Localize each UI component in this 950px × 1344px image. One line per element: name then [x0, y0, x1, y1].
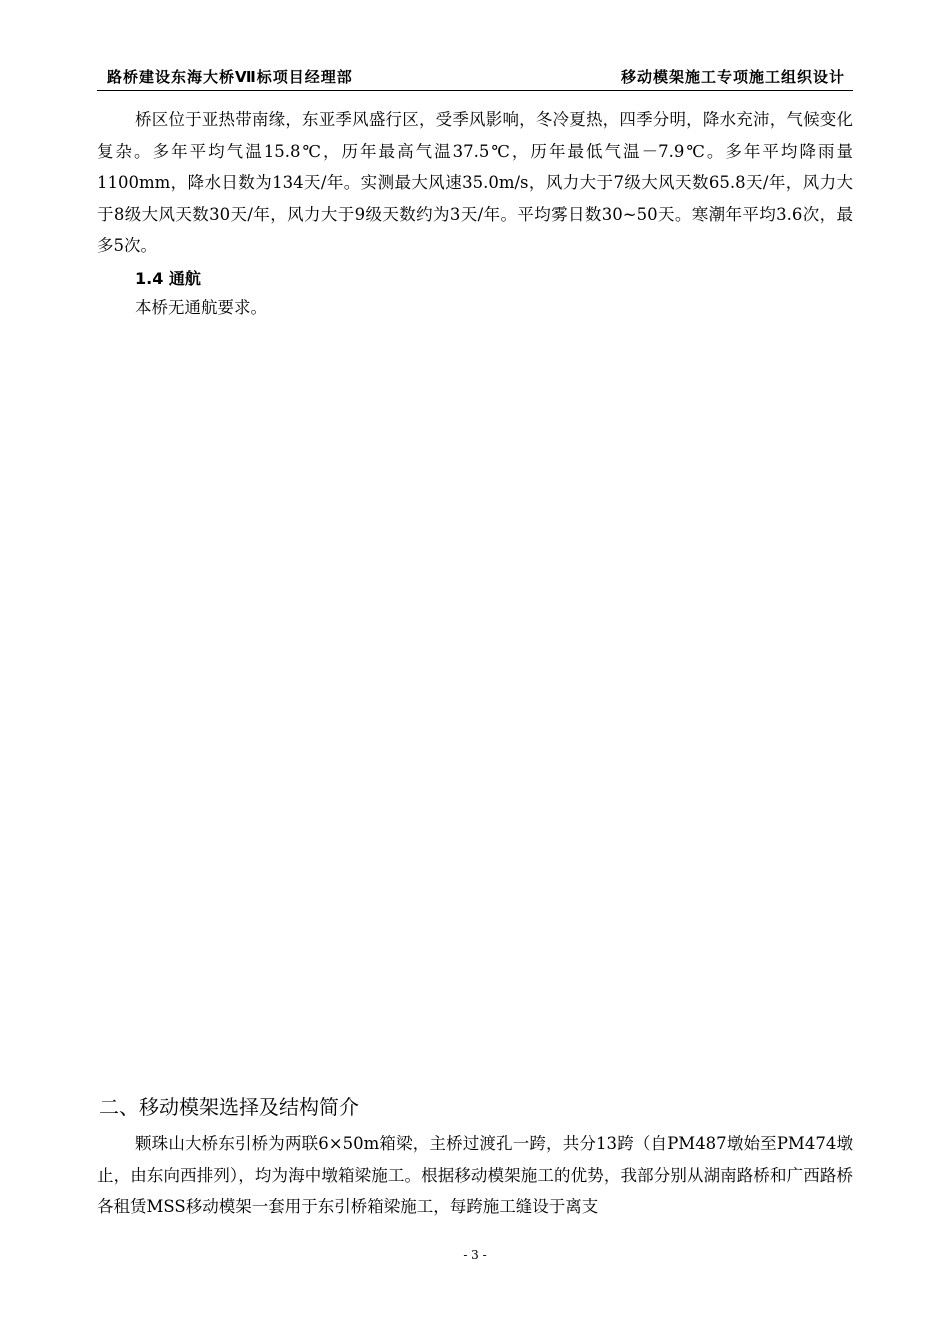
section-heading-mss: 二、移动模架选择及结构简介	[99, 1095, 359, 1119]
page-body	[97, 104, 853, 323]
mss-paragraph: 颗珠山大桥东引桥为两联6×50m箱梁，主桥过渡孔一跨，共分13跨（自PM487墩始至PM474墩止，由东向西排列），均为海中墩箱梁施工。根据移动模架施工的优势，我部分别从湖南路桥和广西路桥各租赁MSS移动模架一套用于东引桥箱梁施工，每跨施工缝设于离支	[97, 1134, 853, 1216]
navigation-paragraph: 本桥无通航要求。	[135, 297, 267, 317]
page-header	[97, 66, 853, 91]
header-right-title: 移动模架施工专项施工组织设计	[620, 68, 845, 86]
section-2	[97, 1092, 853, 1223]
section-heading-navigation: 1.4 通航	[135, 268, 201, 288]
page-number: - 3 -	[463, 1248, 487, 1262]
climate-paragraph: 桥区位于亚热带南缘，东亚季风盛行区，受季风影响，冬冷夏热，四季分明，降水充沛，气候变化复杂。多年平均气温15.8℃，历年最高气温37.5℃，历年最低气温－7.9℃。多年平均降雨量1100mm，降水日数为134天/年。实测最大风速35.0m/s，风力大于7级大风天数65.8天/年，风力大于8级大风天数30天/年，风力大于9级天数约为3天/年。平均雾日数30~50天。寒潮年平均3.6次，最多5次。	[97, 110, 853, 255]
header-left-title: 路桥建设东海大桥Ⅶ标项目经理部	[107, 68, 353, 86]
